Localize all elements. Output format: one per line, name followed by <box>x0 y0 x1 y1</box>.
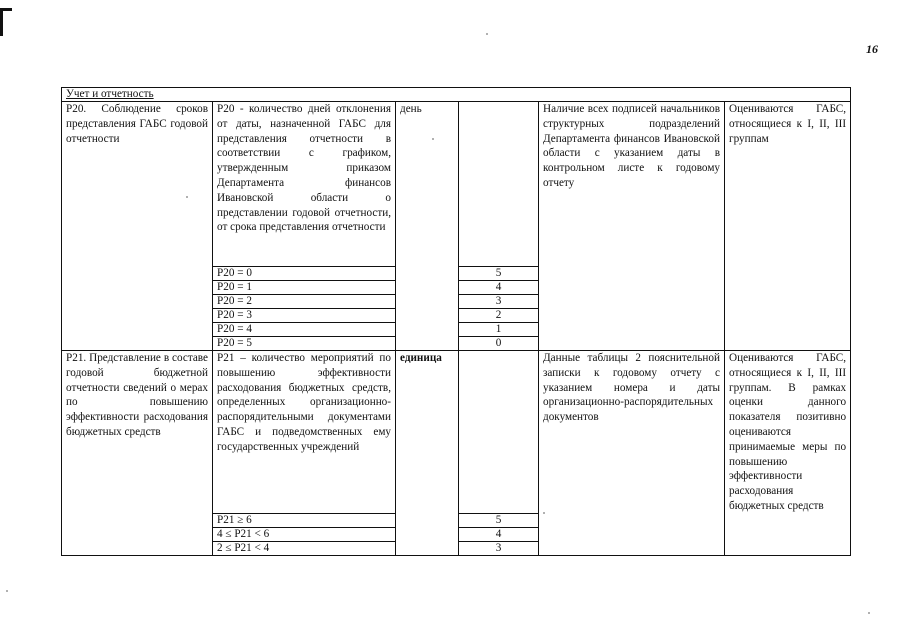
indicator-definition: Р21 – количество мероприятий по повышению эффективности расходования бюджетных средств, определенных организационно-распорядительными документами ГАБС и подведомственных ему государственных учреждений <box>213 351 396 514</box>
score-condition: Р20 = 1 <box>213 281 396 295</box>
score-value: 5 <box>459 267 539 281</box>
indicator-note: Оцениваются ГАБС, относящиеся к I, II, III группам. В рамках оценки данного показателя позитивно оцениваются принимаемые меры по повышению эффективности расходования бюджетных средств <box>725 351 851 556</box>
indicator-note: Оцениваются ГАБС, относящиеся к I, II, III группам <box>725 102 851 351</box>
indicator-source: Данные таблицы 2 пояснительной записки к годовому отчету с указанием номера и даты организационно-распорядительных документов <box>539 351 725 556</box>
score-header-cell <box>459 102 539 267</box>
scan-speck <box>6 590 8 592</box>
indicator-unit: единица <box>396 351 459 556</box>
score-value: 3 <box>459 542 539 556</box>
score-condition: Р20 = 5 <box>213 337 396 351</box>
score-condition: Р20 = 4 <box>213 323 396 337</box>
score-value: 1 <box>459 323 539 337</box>
corner-mark <box>0 8 3 36</box>
score-condition: 4 ≤ Р21 < 6 <box>213 528 396 542</box>
score-value: 0 <box>459 337 539 351</box>
score-condition: Р21 ≥ 6 <box>213 514 396 528</box>
score-value: 2 <box>459 309 539 323</box>
table-row <box>62 102 851 267</box>
section-title: Учет и отчетность <box>62 88 851 102</box>
score-value: 4 <box>459 528 539 542</box>
score-condition: 2 ≤ Р21 < 4 <box>213 542 396 556</box>
score-value: 5 <box>459 514 539 528</box>
page-number: 16 <box>866 42 878 56</box>
indicator-definition: Р20 - количество дней отклонения от даты, назначенной ГАБС для представления отчетности в соответствии с графиком, утвержденным приказом Департамента финансов Ивановской области о представлении годовой отчетности, от срока представления отчетности <box>213 102 396 267</box>
score-condition: Р20 = 3 <box>213 309 396 323</box>
table-row <box>62 351 851 514</box>
indicator-name: Р20. Соблюдение сроков представления ГАБС годовой отчетности <box>62 102 213 351</box>
indicator-name: Р21. Представление в составе годовой бюджетной отчетности сведений о мерах по повышению эффективности расходования бюджетных средств <box>62 351 213 556</box>
scan-speck <box>486 33 488 35</box>
scan-speck <box>868 612 870 614</box>
score-condition: Р20 = 2 <box>213 295 396 309</box>
score-condition: Р20 = 0 <box>213 267 396 281</box>
indicators-table <box>61 87 851 556</box>
indicator-unit: день <box>396 102 459 351</box>
score-value: 4 <box>459 281 539 295</box>
indicator-source: Наличие всех подписей начальников структурных подразделений Департамента финансов Ивановской области с указанием даты в контрольном листе к годовому отчету <box>539 102 725 351</box>
score-header-cell <box>459 351 539 514</box>
section-header-row <box>62 88 851 102</box>
score-value: 3 <box>459 295 539 309</box>
